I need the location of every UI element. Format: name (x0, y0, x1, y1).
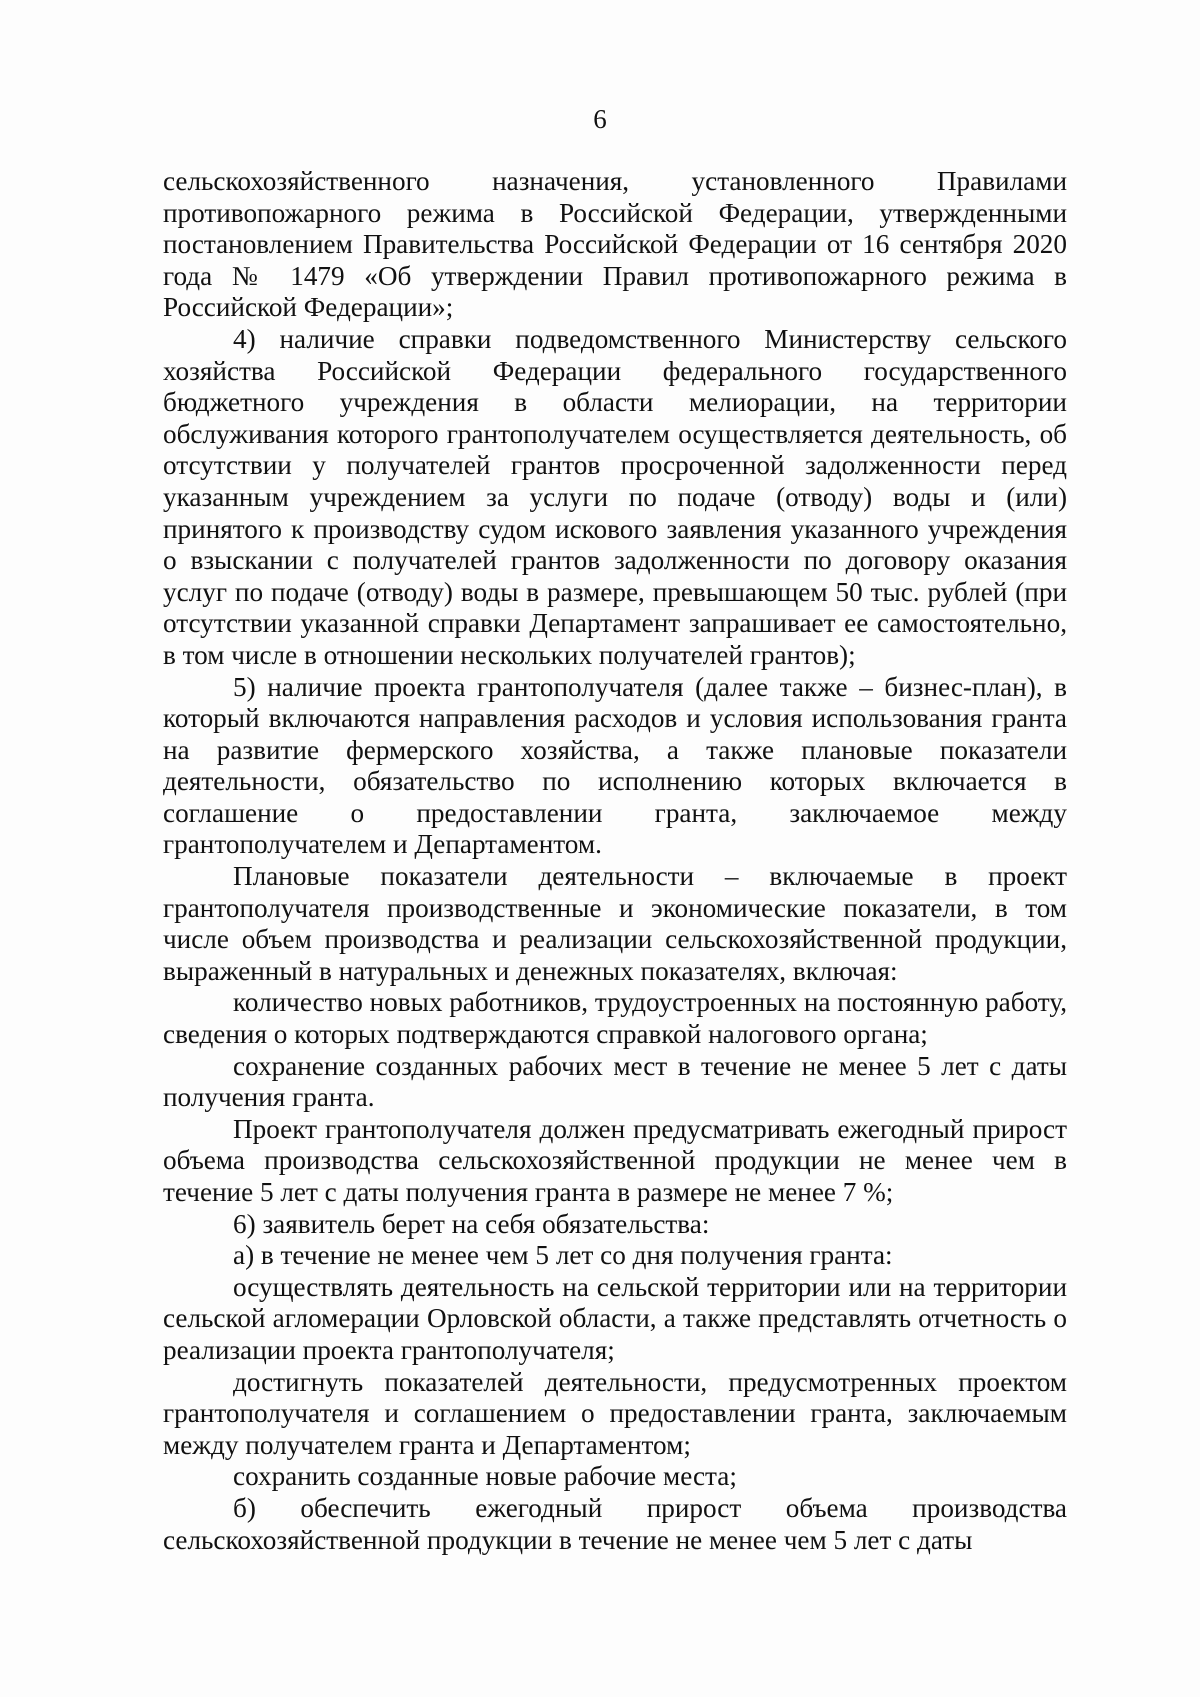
paragraph-item-6-obligations: 6) заявитель берет на себя обязательства: (233, 1208, 710, 1239)
paragraph-annual-growth: Проект грантополучателя должен предусматривать ежегодный прирост объема производства сельскохозяйственной продукции не менее чем в течение 5 лет с даты получения гранта в размере не менее 7 %; (163, 1113, 1067, 1207)
paragraph-subitem-b: б) обеспечить ежегодный прирост объема производства сельскохозяйственной продукции в течение не менее чем 5 лет с даты (163, 1492, 1067, 1555)
document-body (163, 166, 1067, 1556)
paragraph-jobs-retention: сохранение созданных рабочих мест в течение не менее 5 лет с даты получения гранта. (163, 1050, 1067, 1113)
paragraph-achieve-indicators: достигнуть показателей деятельности, предусмотренных проектом грантополучателя и соглашением о предоставлении гранта, заключаемым между получателем гранта и Департаментом; (163, 1366, 1067, 1460)
paragraph-item-5-business-plan: 5) наличие проекта грантополучателя (далее также – бизнес-план), в который включаются направления расходов и условия использования гранта на развитие фермерского хозяйства, а также плановые показатели деятельности, обязательство по исполнению которых включается в соглашение о предоставлении гранта, заключаемое между грантополучателем и Департаментом. (163, 671, 1067, 860)
paragraph-fire-regime-continuation: сельскохозяйственного назначения, установленного Правилами противопожарного режима в Российской Федерации, утвержденными постановлением Правительства Российской Федерации от 16 сентября 2020 года № 1479 «Об утверждении Правил противопожарного режима в Российской Федерации»; (163, 166, 1067, 323)
paragraph-item-4-reclamation-certificate: 4) наличие справки подведомственного Министерству сельского хозяйства Российской Федерации федерального государственного бюджетного учреждения в области мелиорации, на территории обслуживания которого грантополучателем осуществляется деятельность, об отсутствии у получателей грантов просроченной задолженности перед указанным учреждением за услуги по подаче (отводу) воды и (или) принятого к производству судом искового заявления указанного учреждения о взыскании с получателей грантов задолженности по договору оказания услуг по подаче (отводу) воды в размере, превышающем 50 тыс. рублей (при отсутствии указанной справки Департамент запрашивает ее самостоятельно, в том числе в отношении нескольких получателей грантов); (163, 323, 1067, 670)
paragraph-planned-indicators: Плановые показатели деятельности – включаемые в проект грантополучателя производственные и экономические показатели, в том числе объем производства и реализации сельскохозяйственной продукции, выраженный в натуральных и денежных показателях, включая: (163, 861, 1067, 986)
paragraph-subitem-a: а) в течение не менее чем 5 лет со дня получения гранта: (233, 1240, 893, 1271)
page-number: 6 (593, 104, 607, 134)
paragraph-new-employees: количество новых работников, трудоустроенных на постоянную работу, сведения о которых подтверждаются справкой налогового органа; (163, 987, 1067, 1050)
paragraph-keep-jobs: сохранить созданные новые рабочие места; (233, 1461, 737, 1492)
paragraph-rural-activity: осуществлять деятельность на сельской территории или на территории сельской агломерации Орловской области, а также представлять отчетность о реализации проекта грантополучателя; (163, 1271, 1067, 1365)
